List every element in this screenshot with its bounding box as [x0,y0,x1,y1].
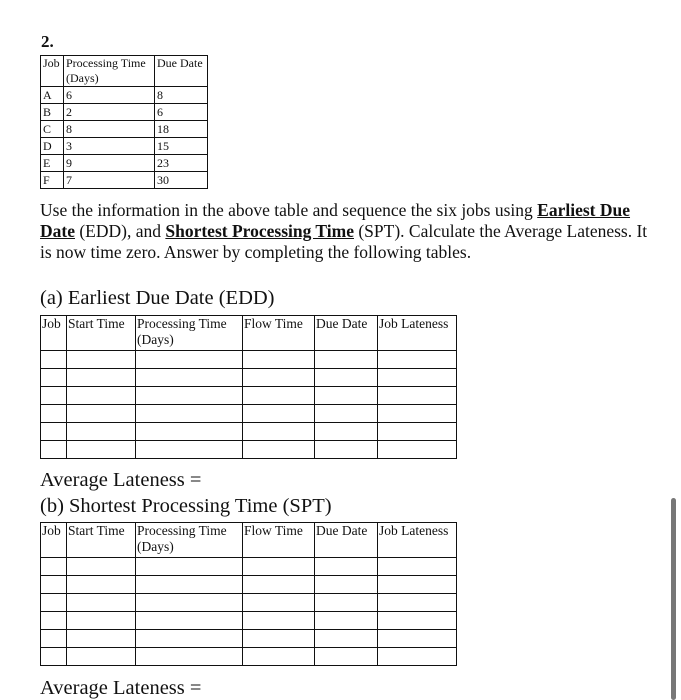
answer-cell[interactable] [243,612,315,630]
column-header: Due Date [155,56,208,87]
table-row [41,387,457,405]
column-header: Start Time [67,523,136,558]
column-header: Processing Time (Days) [136,316,243,351]
answer-cell[interactable] [136,387,243,405]
answer-cell[interactable] [67,630,136,648]
table-cell: A [41,87,64,104]
table-cell: C [41,121,64,138]
spt-table [40,522,457,666]
answer-cell[interactable] [67,594,136,612]
table-row [41,648,457,666]
answer-cell[interactable] [41,630,67,648]
edd-section-title: (a) Earliest Due Date (EDD) [40,287,275,309]
edd-table [40,315,457,459]
spt-term: Shortest Processing Time [165,221,354,241]
answer-cell[interactable] [315,369,378,387]
column-header: Job Lateness [378,523,457,558]
answer-cell[interactable] [378,594,457,612]
answer-cell[interactable] [378,630,457,648]
column-header: Flow Time [243,523,315,558]
answer-cell[interactable] [41,405,67,423]
answer-cell[interactable] [41,648,67,666]
column-header: Processing Time (Days) [136,523,243,558]
table-row [41,172,208,189]
table-row [41,351,457,369]
table-cell: D [41,138,64,155]
table-cell: 23 [155,155,208,172]
answer-cell[interactable] [243,387,315,405]
column-header: Due Date [315,523,378,558]
column-header: Flow Time [243,316,315,351]
answer-cell[interactable] [378,369,457,387]
column-header: Due Date [315,316,378,351]
answer-cell[interactable] [136,648,243,666]
instructions-paragraph [40,200,650,263]
answer-cell[interactable] [136,441,243,459]
answer-cell[interactable] [378,576,457,594]
answer-cell[interactable] [67,558,136,576]
table-cell: 7 [64,172,155,189]
table-cell: 8 [155,87,208,104]
table-row [41,423,457,441]
spt-section-title: (b) Shortest Processing Time (SPT) [40,495,332,517]
answer-cell[interactable] [41,558,67,576]
answer-cell[interactable] [41,576,67,594]
table-cell: 8 [64,121,155,138]
answer-cell[interactable] [136,630,243,648]
answer-cell[interactable] [41,423,67,441]
answer-cell[interactable] [315,351,378,369]
answer-cell[interactable] [243,369,315,387]
answer-cell[interactable] [136,576,243,594]
answer-cell[interactable] [315,648,378,666]
table-header-row [41,523,457,558]
table-row [41,138,208,155]
answer-cell[interactable] [67,423,136,441]
answer-cell[interactable] [243,441,315,459]
answer-cell[interactable] [378,648,457,666]
table-cell: 18 [155,121,208,138]
table-row [41,121,208,138]
instructions-text: (SPT). Calculate the Average Lateness. It is now time zero. Answer by completing the following tables. [40,221,648,262]
answer-cell[interactable] [41,441,67,459]
column-header: Job Lateness [378,316,457,351]
answer-cell[interactable] [67,576,136,594]
table-row [41,576,457,594]
table-cell: 2 [64,104,155,121]
vertical-scrollbar[interactable] [671,498,676,700]
table-row [41,594,457,612]
answer-cell[interactable] [378,558,457,576]
answer-cell[interactable] [136,612,243,630]
table-cell: B [41,104,64,121]
table-cell: 3 [64,138,155,155]
answer-cell[interactable] [243,630,315,648]
table-cell: 6 [155,104,208,121]
answer-cell[interactable] [67,351,136,369]
table-cell: 6 [64,87,155,104]
answer-cell[interactable] [243,351,315,369]
answer-cell[interactable] [315,405,378,423]
answer-cell[interactable] [136,351,243,369]
question-number: 2. [41,32,54,51]
column-header: Start Time [67,316,136,351]
instructions-text: Use the information in the above table and sequence the six jobs using [40,200,538,220]
table-header-row [41,56,208,87]
answer-cell[interactable] [243,594,315,612]
answer-cell[interactable] [136,558,243,576]
table-cell: 9 [64,155,155,172]
table-cell: F [41,172,64,189]
answer-cell[interactable] [41,612,67,630]
table-row [41,441,457,459]
table-header-row [41,316,457,351]
table-row [41,630,457,648]
column-header: Job [41,56,64,87]
answer-cell[interactable] [315,558,378,576]
table-row [41,558,457,576]
table-row [41,104,208,121]
column-header: Processing Time (Days) [64,56,155,87]
table-row [41,612,457,630]
answer-cell[interactable] [378,387,457,405]
answer-cell[interactable] [67,648,136,666]
answer-cell[interactable] [315,441,378,459]
answer-cell[interactable] [136,369,243,387]
table-row [41,87,208,104]
answer-cell[interactable] [67,369,136,387]
answer-cell[interactable] [136,594,243,612]
answer-cell[interactable] [136,423,243,441]
answer-cell[interactable] [67,441,136,459]
column-header: Job [41,316,67,351]
answer-cell[interactable] [67,387,136,405]
table-cell: 15 [155,138,208,155]
column-header: Job [41,523,67,558]
answer-cell[interactable] [243,576,315,594]
table-cell: 30 [155,172,208,189]
table-row [41,155,208,172]
answer-cell[interactable] [136,405,243,423]
answer-cell[interactable] [378,351,457,369]
answer-cell[interactable] [315,612,378,630]
jobs-data-table [40,55,208,189]
answer-cell[interactable] [243,405,315,423]
answer-cell[interactable] [378,405,457,423]
spt-average-lateness-label: Average Lateness = [40,677,202,699]
answer-cell[interactable] [243,648,315,666]
table-cell: E [41,155,64,172]
answer-cell[interactable] [67,405,136,423]
answer-cell[interactable] [315,387,378,405]
instructions-text: (EDD), and [74,221,166,241]
table-row [41,405,457,423]
table-row [41,369,457,387]
edd-average-lateness-label: Average Lateness = [40,469,202,491]
answer-cell[interactable] [41,594,67,612]
answer-cell[interactable] [41,369,67,387]
answer-cell[interactable] [315,576,378,594]
answer-cell[interactable] [67,612,136,630]
edd-term: Earliest Due Date [40,200,631,241]
answer-cell[interactable] [41,387,67,405]
answer-cell[interactable] [243,558,315,576]
answer-cell[interactable] [378,423,457,441]
answer-cell[interactable] [243,423,315,441]
answer-cell[interactable] [41,351,67,369]
answer-cell[interactable] [315,630,378,648]
answer-cell[interactable] [315,423,378,441]
answer-cell[interactable] [378,441,457,459]
answer-cell[interactable] [378,612,457,630]
answer-cell[interactable] [315,594,378,612]
